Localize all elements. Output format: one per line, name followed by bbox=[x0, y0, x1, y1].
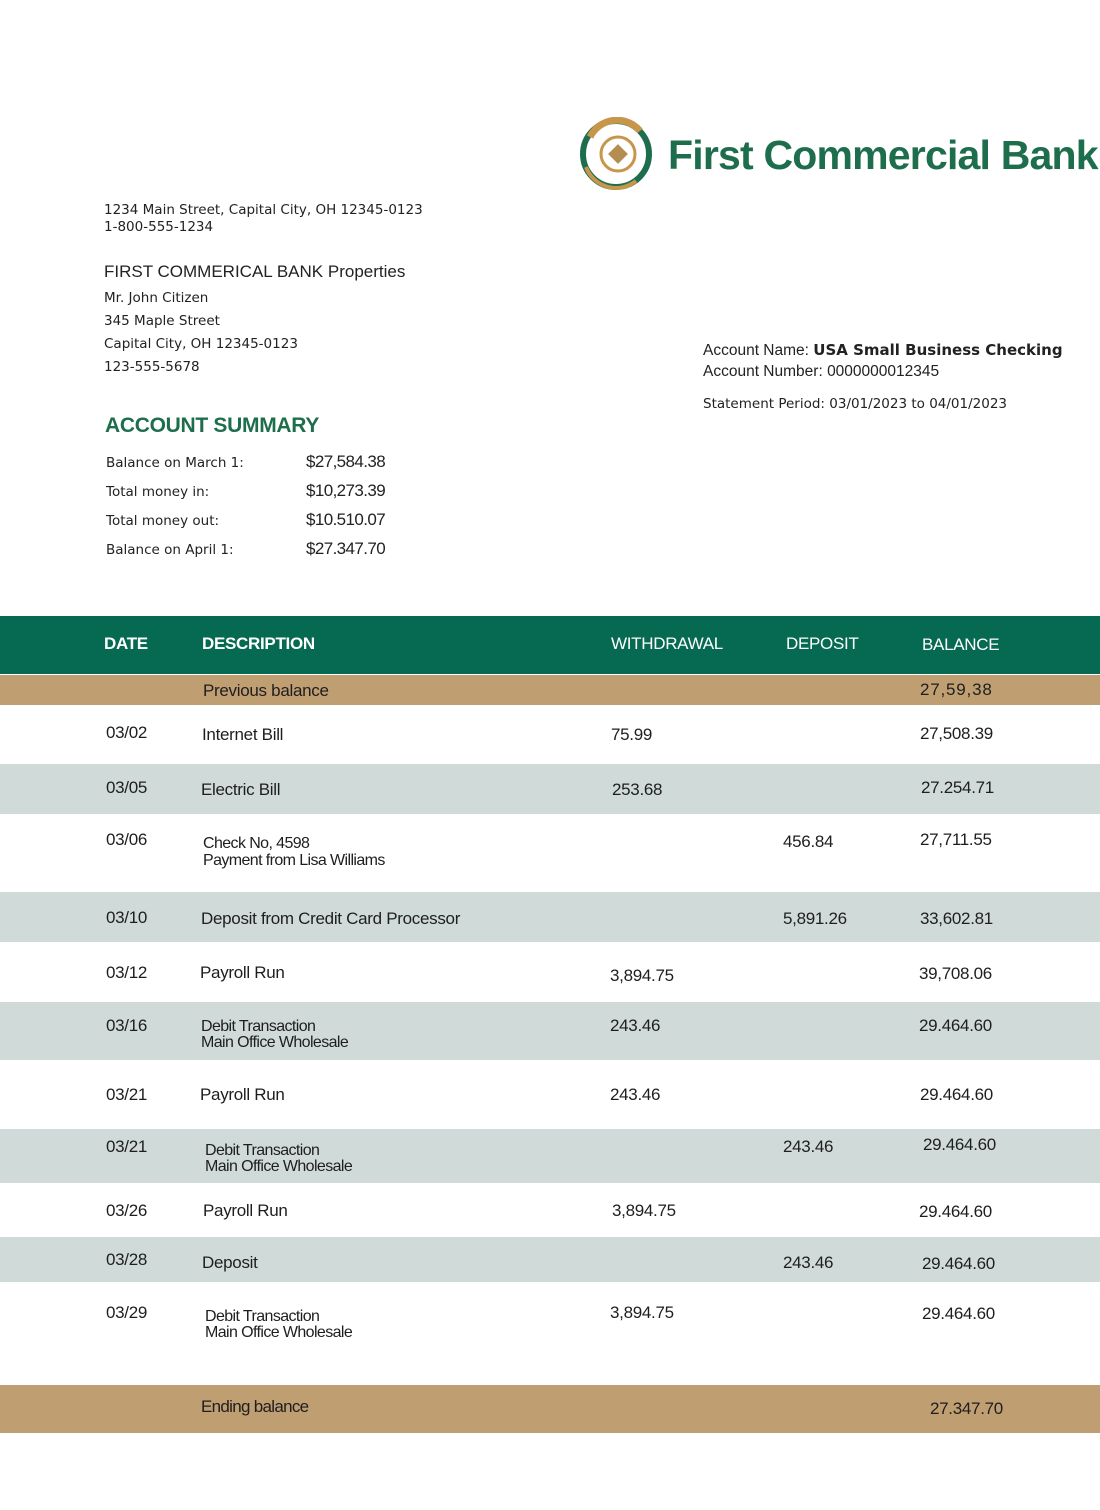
row-description: Internet Bill bbox=[202, 725, 284, 744]
account-name-label: Account Name: bbox=[703, 342, 809, 359]
header-date: DATE bbox=[104, 634, 148, 653]
row-date: 03/28 bbox=[106, 1250, 148, 1269]
bank-name: First Commercial Bank bbox=[668, 132, 1098, 178]
row-balance: 29.464.60 bbox=[919, 1016, 992, 1035]
row-balance: 29.464.60 bbox=[923, 1135, 996, 1154]
row-balance: 29.464.60 bbox=[922, 1304, 995, 1323]
previous-balance-value: 27,59,38 bbox=[920, 680, 993, 699]
row-balance: 27,508.39 bbox=[920, 724, 993, 743]
row-withdrawal: 243.46 bbox=[610, 1016, 661, 1035]
row-description: Payroll Run bbox=[203, 1201, 288, 1220]
row-date: 03/12 bbox=[106, 963, 148, 982]
row-description: Deposit bbox=[202, 1253, 258, 1272]
row-balance: 29.464.60 bbox=[922, 1254, 995, 1273]
row-description: Debit Transaction bbox=[201, 1018, 316, 1035]
row-date: 03/06 bbox=[106, 830, 148, 849]
ending-balance-label: Ending balance bbox=[201, 1397, 309, 1416]
row-deposit: 243.46 bbox=[783, 1137, 834, 1156]
row-description: Debit Transaction bbox=[205, 1142, 320, 1159]
customer-name: Mr. John Citizen bbox=[104, 290, 209, 306]
row-description-detail: Main Office Wholesale bbox=[205, 1158, 353, 1175]
customer-street: 345 Maple Street bbox=[104, 313, 220, 329]
account-number-value: 0000000012345 bbox=[827, 363, 940, 380]
row-description-detail: Main Office Wholesale bbox=[205, 1324, 353, 1341]
header-deposit: DEPOSIT bbox=[786, 634, 859, 653]
row-date: 03/05 bbox=[106, 778, 148, 797]
bank-contact bbox=[104, 202, 423, 236]
row-description: Payroll Run bbox=[200, 963, 285, 982]
customer-city: Capital City, OH 12345-0123 bbox=[104, 336, 298, 352]
summary-label: Balance on April 1: bbox=[106, 542, 234, 558]
row-withdrawal: 253.68 bbox=[612, 780, 663, 799]
bank-address: 1234 Main Street, Capital City, OH 12345-0123 bbox=[104, 202, 423, 218]
row-description-detail: Payment from Lisa Williams bbox=[203, 852, 385, 869]
row-withdrawal: 75.99 bbox=[611, 725, 653, 744]
account-summary-title: ACCOUNT SUMMARY bbox=[105, 414, 320, 437]
row-balance: 29.464.60 bbox=[920, 1085, 993, 1104]
summary-value: $10.510.07 bbox=[306, 510, 386, 529]
row-date: 03/21 bbox=[106, 1085, 148, 1104]
row-balance: 39,708.06 bbox=[919, 964, 992, 983]
account-number-label: Account Number: bbox=[703, 363, 823, 380]
summary-value: $10,273.39 bbox=[306, 481, 386, 500]
ending-balance-value: 27.347.70 bbox=[930, 1399, 1003, 1418]
row-date: 03/10 bbox=[106, 908, 148, 927]
row-withdrawal: 243.46 bbox=[610, 1085, 661, 1104]
bank-logo-icon bbox=[578, 117, 656, 191]
header-description: DESCRIPTION bbox=[202, 634, 315, 653]
row-date: 03/21 bbox=[106, 1137, 148, 1156]
bank-phone: 1-800-555-1234 bbox=[104, 219, 214, 235]
account-info bbox=[703, 340, 1063, 382]
row-balance: 27.254.71 bbox=[921, 778, 994, 797]
row-description: Deposit from Credit Card Processor bbox=[201, 909, 461, 928]
row-withdrawal: 3,894.75 bbox=[612, 1201, 676, 1220]
row-description: Payroll Run bbox=[200, 1085, 285, 1104]
row-balance: 33,602.81 bbox=[920, 909, 993, 928]
row-date: 03/26 bbox=[106, 1201, 148, 1220]
previous-balance-label: Previous balance bbox=[203, 681, 329, 700]
customer-phone: 123-555-5678 bbox=[104, 359, 200, 375]
header-balance: BALANCE bbox=[922, 635, 1000, 654]
row-description: Debit Transaction bbox=[205, 1308, 320, 1325]
row-withdrawal: 3,894.75 bbox=[610, 966, 674, 985]
row-withdrawal: 3,894.75 bbox=[610, 1303, 674, 1322]
row-deposit: 243.46 bbox=[783, 1253, 834, 1272]
summary-label: Balance on March 1: bbox=[106, 455, 244, 471]
customer-company: FIRST COMMERICAL BANK Properties bbox=[104, 262, 406, 281]
summary-value: $27.347.70 bbox=[306, 539, 386, 558]
row-date: 03/16 bbox=[106, 1016, 148, 1035]
row-deposit: 5,891.26 bbox=[783, 909, 847, 928]
summary-value: $27,584.38 bbox=[306, 452, 386, 471]
row-deposit: 456.84 bbox=[783, 832, 834, 851]
statement-period: Statement Period: 03/01/2023 to 04/01/2023 bbox=[703, 396, 1008, 412]
row-date: 03/29 bbox=[106, 1303, 148, 1322]
summary-label: Total money out: bbox=[106, 513, 220, 529]
row-date: 03/02 bbox=[106, 723, 148, 742]
row-description: Check No, 4598 bbox=[203, 835, 310, 852]
row-balance: 27,711.55 bbox=[920, 830, 992, 849]
row-description-detail: Main Office Wholesale bbox=[201, 1034, 349, 1051]
summary-label: Total money in: bbox=[106, 484, 210, 500]
row-description: Electric Bill bbox=[201, 780, 281, 799]
row-balance: 29.464.60 bbox=[919, 1202, 992, 1221]
customer-address bbox=[104, 288, 298, 380]
account-name-value: USA Small Business Checking bbox=[813, 341, 1063, 359]
header-withdrawal: WITHDRAWAL bbox=[611, 634, 723, 653]
